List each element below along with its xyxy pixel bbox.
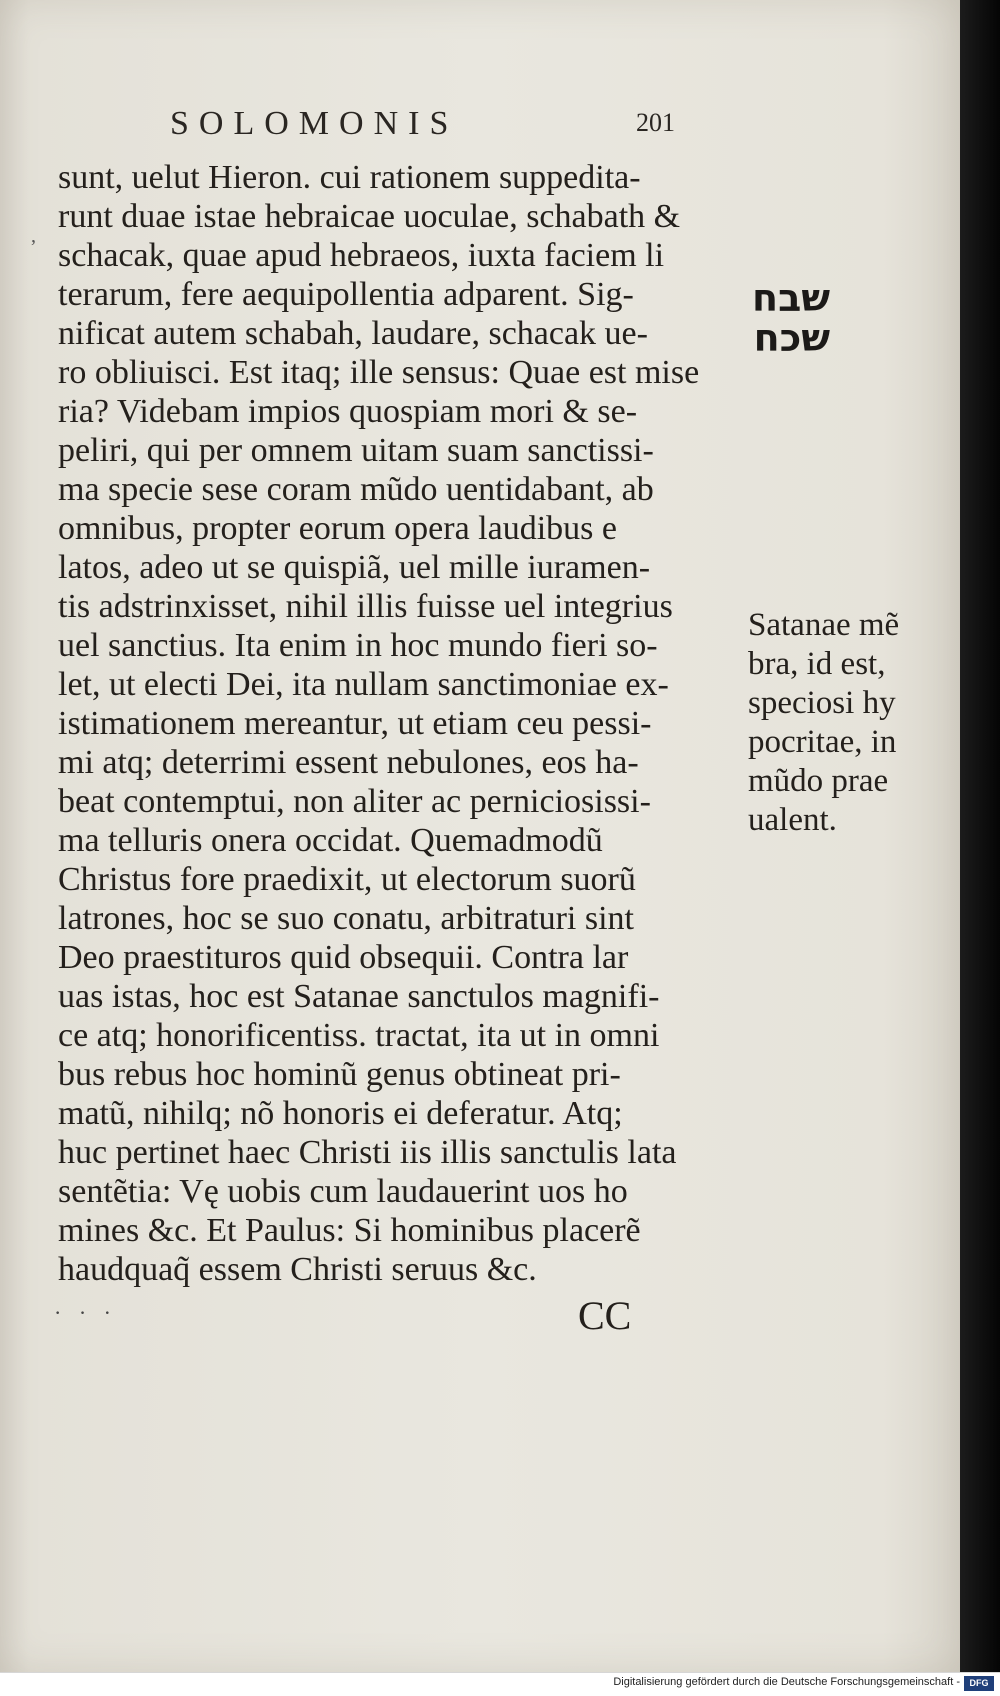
text-line: ria? Videbam impios quospiam mori & se- (58, 393, 638, 430)
text-line: huc pertinet haec Christi iis illis sanctulis lata (58, 1134, 677, 1171)
text-line: sunt, uelut Hieron. cui rationem suppedita- (58, 159, 641, 196)
text-line: terarum, fere aequipollentia adparent. Sig- (58, 276, 634, 313)
text-line: matũ, nihilq; nõ honoris ei deferatur. Atq; (58, 1095, 623, 1132)
dfg-logo[interactable]: DFG (964, 1676, 994, 1691)
text-line: ro obliuisci. Est itaq; ille sensus: Quae est mise (58, 354, 700, 391)
text-line: istimationem mereantur, ut etiam ceu pessi- (58, 705, 652, 742)
text-line: schacak, quae apud hebraeos, iuxta faciem li (58, 237, 665, 274)
marginal-note-line: bra, id est, (748, 646, 886, 682)
marginal-note-line: speciosi hy (748, 685, 896, 721)
text-line: runt duae istae hebraicae uoculae, schabath & (58, 198, 681, 235)
margin-mark: ’ (30, 236, 37, 258)
text-line: omnibus, propter eorum opera laudibus e (58, 510, 617, 547)
text-line: mines &c. Et Paulus: Si hominibus placerẽ (58, 1212, 641, 1249)
text-line: uas istas, hoc est Satanae sanctulos magnifi- (58, 978, 660, 1015)
marginal-note-line: ualent. (748, 802, 837, 838)
scan-background-edge (960, 0, 1000, 1672)
catchword: CC (578, 1293, 632, 1338)
text-line: let, ut electi Dei, ita nullam sanctimoniae ex- (58, 666, 669, 703)
text-line: uel sanctius. Ita enim in hoc mundo fieri so- (58, 627, 658, 664)
text-line: latrones, hoc se suo conatu, arbitraturi sint (58, 900, 634, 937)
main-text-block (58, 158, 738, 1289)
marginal-note-line: mũdo prae (748, 763, 889, 799)
digitization-footer (0, 1672, 1000, 1696)
text-line: mi atq; deterrimi essent nebulones, eos ha- (58, 744, 639, 781)
printer-dots: · · · (54, 1300, 117, 1325)
marginal-note (748, 606, 948, 840)
text-line: ce atq; honorificentiss. tractat, ita ut in omni (58, 1017, 660, 1054)
running-head: SOLOMONIS (170, 105, 459, 142)
text-line: ma telluris onera occidat. Quemadmodũ (58, 822, 603, 859)
text-line: ma specie sese coram mũdo uentidabant, ab (58, 471, 654, 508)
hebrew-word: שכח (753, 316, 831, 360)
marginal-note-line: Satanae mẽ (748, 607, 900, 643)
text-line: tis adstrinxisset, nihil illis fuisse uel integrius (58, 588, 673, 625)
text-line: Christus fore praedixit, ut electorum suorũ (58, 861, 636, 898)
text-line: peliri, qui per omnem uitam suam sanctissi- (58, 432, 654, 469)
text-line: latos, adeo ut se quispiã, uel mille iuramen- (58, 549, 651, 586)
marginal-note-line: pocritae, in (748, 724, 897, 760)
page-number: 201 (636, 108, 675, 137)
text-line: sentẽtia: Vę uobis cum laudauerint uos ho (58, 1173, 628, 1210)
text-line: haudquaq̃ essem Christi seruus &c. (58, 1251, 537, 1288)
text-line: Deo praestituros quid obsequii. Contra lar (58, 939, 629, 976)
hebrew-marginal-words (752, 278, 830, 358)
text-line: nificat autem schabah, laudare, schacak ue- (58, 315, 648, 352)
text-line: beat contemptui, non aliter ac perniciosissi- (58, 783, 651, 820)
footer-credit: Digitalisierung gefördert durch die Deutsche Forschungsgemeinschaft - (613, 1676, 960, 1688)
text-line: bus rebus hoc hominũ genus obtineat pri- (58, 1056, 621, 1093)
hebrew-word: שבח (752, 276, 831, 320)
